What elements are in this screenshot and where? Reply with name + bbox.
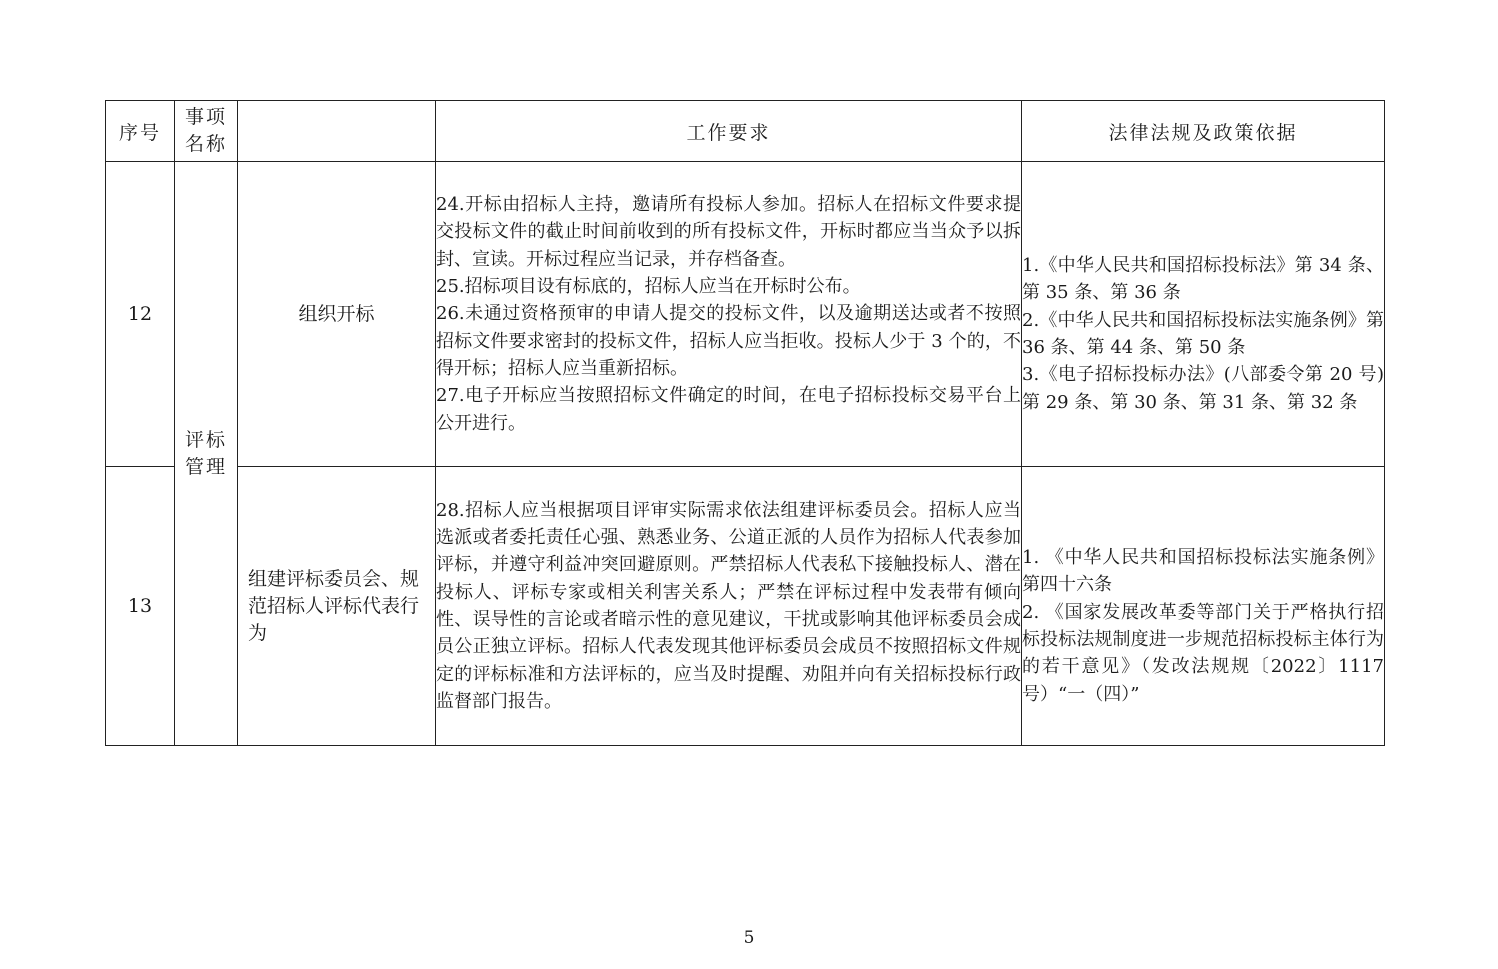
header-requirements: 工作要求 bbox=[436, 101, 1022, 162]
basis-item: 2. 《国家发展改革委等部门关于严格执行招标投标法规制度进一步规范招标投标主体行为的若干意见》（发改法规规〔2022〕1117 号）“一（四）” bbox=[1022, 601, 1384, 705]
requirements-cell bbox=[436, 162, 1022, 467]
category-cell: 评标 管理 bbox=[175, 162, 238, 746]
requirement-item: 24.开标由招标人主持，邀请所有投标人参加。招标人在招标文件要求提交投标文件的截止时间前收到的所有投标文件，开标时都应当当众予以拆封、宣读。开标过程应当记录，并存档备查。 bbox=[436, 194, 1021, 270]
header-item bbox=[238, 101, 436, 162]
table-row bbox=[106, 467, 1385, 746]
header-basis: 法律法规及政策依据 bbox=[1022, 101, 1385, 162]
header-category: 事项 名称 bbox=[175, 101, 238, 162]
row-number: 12 bbox=[106, 162, 175, 467]
row-number: 13 bbox=[106, 467, 175, 746]
basis-item: 2.《中华人民共和国招标投标法实施条例》第 36 条、第 44 条、第 50 条 bbox=[1022, 309, 1384, 358]
requirements-cell bbox=[436, 467, 1022, 746]
requirement-item: 28.招标人应当根据项目评审实际需求依法组建评标委员会。招标人应当选派或者委托责任心强、熟悉业务、公道正派的人员作为招标人代表参加评标，并遵守利益冲突回避原则。严禁招标人代表私下接触投标人、潜在投标人、评标专家或相关利害关系人；严禁在评标过程中发表带有倾向性、误导性的言论或者暗示性的意见建议，干扰或影响其他评标委员会成员公正独立评标。招标人代表发现其他评标委员会成员不按照招标文件规定的评标标准和方法评标的，应当及时提醒、劝阻并向有关招标投标行政监督部门报告。 bbox=[436, 499, 1021, 712]
requirement-item: 25.招标项目设有标底的，招标人应当在开标时公布。 bbox=[436, 276, 861, 298]
requirement-item: 27.电子开标应当按照招标文件确定的时间，在电子招标投标交易平台上公开进行。 bbox=[436, 385, 1021, 434]
item-name: 组建评标委员会、规范招标人评标代表行为 bbox=[238, 467, 436, 746]
basis-cell bbox=[1022, 162, 1385, 467]
basis-item: 1.《中华人民共和国招标投标法》第 34 条、第 35 条、第 36 条 bbox=[1022, 255, 1384, 304]
page-number: 5 bbox=[743, 928, 755, 948]
basis-cell bbox=[1022, 467, 1385, 746]
header-no: 序号 bbox=[106, 101, 175, 162]
item-name: 组织开标 bbox=[238, 162, 436, 467]
table-header-row bbox=[106, 101, 1385, 162]
table-row bbox=[106, 162, 1385, 467]
basis-item: 3.《电子招标投标办法》(八部委令第 20 号)第 29 条、第 30 条、第 31 条、第 32 条 bbox=[1022, 364, 1384, 413]
basis-item: 1. 《中华人民共和国招标投标法实施条例》第四十六条 bbox=[1022, 547, 1384, 596]
requirements-table bbox=[105, 100, 1385, 746]
requirement-item: 26.未通过资格预审的申请人提交的投标文件，以及逾期送达或者不按照招标文件要求密封的投标文件，招标人应当拒收。投标人少于 3 个的，不得开标；招标人应当重新招标。 bbox=[436, 303, 1021, 379]
